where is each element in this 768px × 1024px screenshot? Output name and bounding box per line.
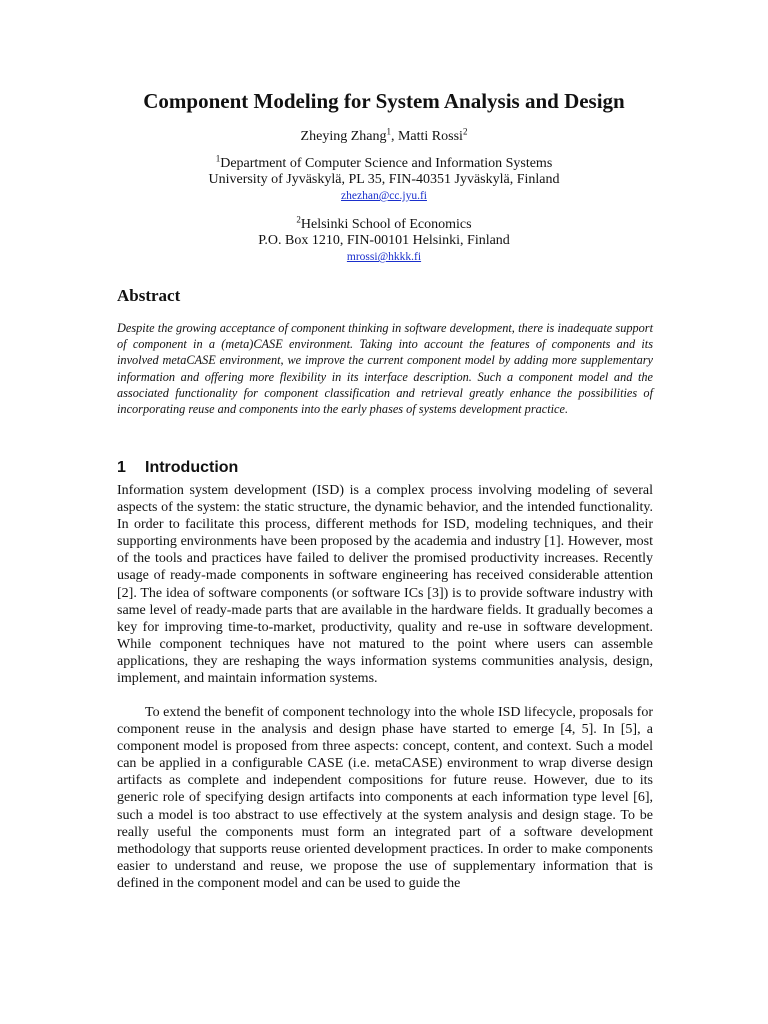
author-name: Matti Rossi — [397, 129, 463, 144]
section-number: 1 — [117, 459, 126, 476]
email-link[interactable]: zhezhan@cc.jyu.fi — [341, 190, 427, 202]
affiliation-dept-text: Helsinki School of Economics — [300, 217, 472, 232]
author-name: Zheying Zhang — [300, 129, 387, 144]
affiliation-block — [0, 153, 768, 203]
affiliation-address: P.O. Box 1210, FIN-00101 Helsinki, Finland — [258, 233, 510, 248]
abstract-heading: Abstract — [117, 286, 181, 305]
email-link[interactable]: mrossi@hkkk.fi — [346, 251, 422, 263]
section-title: Introduction — [145, 459, 239, 476]
body-paragraph: To extend the benefit of component technology into the whole ISD lifecycle, proposals for component reuse in the analysis and design phase have started to emerge [4, 5]. In [5], a component model is proposed from three aspects: concept, content, and context. Such a model can be applied in a configurable CASE (i.e. metaCASE) environment to wrap diverse design artifacts as complete and independent compositions for future reuse. However, due to its generic role of specifying design artifacts into components at each information type level [6], such a model is too abstract to use effectively at the system analysis and design stage. To be really useful the components must form an integrated part of a software development methodology that supports reuse oriented development practices. In order to make components easier to understand and reuse, we propose the use of supplementary information that is defined in the component model and can be used to guide the — [117, 705, 653, 891]
body-paragraph: Information system development (ISD) is a complex process involving modeling of several aspects of the system: the static structure, the dynamic behavior, and the intended functionality. In order to facilitate this process, different methods for ISD, modeling techniques, and their supporting environments have been proposed by the academia and industry [1]. However, most of the tools and practices have failed to deliver the promised productivity increases. Recently usage of ready-made components in software engineering has received considerable attention [2]. The idea of software components (or software ICs [3]) is to provide software industry with same level of ready-made parts that are available in the hardware fields. It gradually becomes a key for improving time-to-market, productivity, quality and re-use in software development. While component techniques have not matured to the point where users can assemble applications, they are reshaping the ways information systems communities analysis, design, implement, and maintain information systems. — [117, 483, 653, 687]
affiliation-block — [0, 214, 768, 264]
paper-title: Component Modeling for System Analysis and Design — [143, 89, 625, 113]
affiliation-department — [0, 153, 768, 172]
section-heading — [117, 457, 238, 479]
author-line — [0, 128, 768, 146]
affiliation-dept-text: Department of Computer Science and Information Systems — [220, 156, 553, 171]
author-affiliation-mark: 2 — [462, 126, 468, 137]
author-separator: , — [390, 129, 398, 144]
affiliation-mark: 1 — [215, 153, 221, 164]
abstract-text: Despite the growing acceptance of component thinking in software development, there is inadequate support of component in a (meta)CASE environment. Taking into account the features of components and its involved metaCASE environment, we improve the current component model by adding more supplementary information and offering more flexibility in its interface description. Such a component model and the associated functionality for component classification and retrieval greatly enhance the possibilities of incorporating reuse and components into the early phases of systems development practice. — [117, 321, 653, 417]
author-affiliation-mark: 1 — [386, 126, 391, 137]
affiliation-department — [0, 214, 768, 233]
affiliation-mark: 2 — [296, 214, 301, 225]
affiliation-address: University of Jyväskylä, PL 35, FIN-40351 Jyväskylä, Finland — [208, 172, 560, 187]
